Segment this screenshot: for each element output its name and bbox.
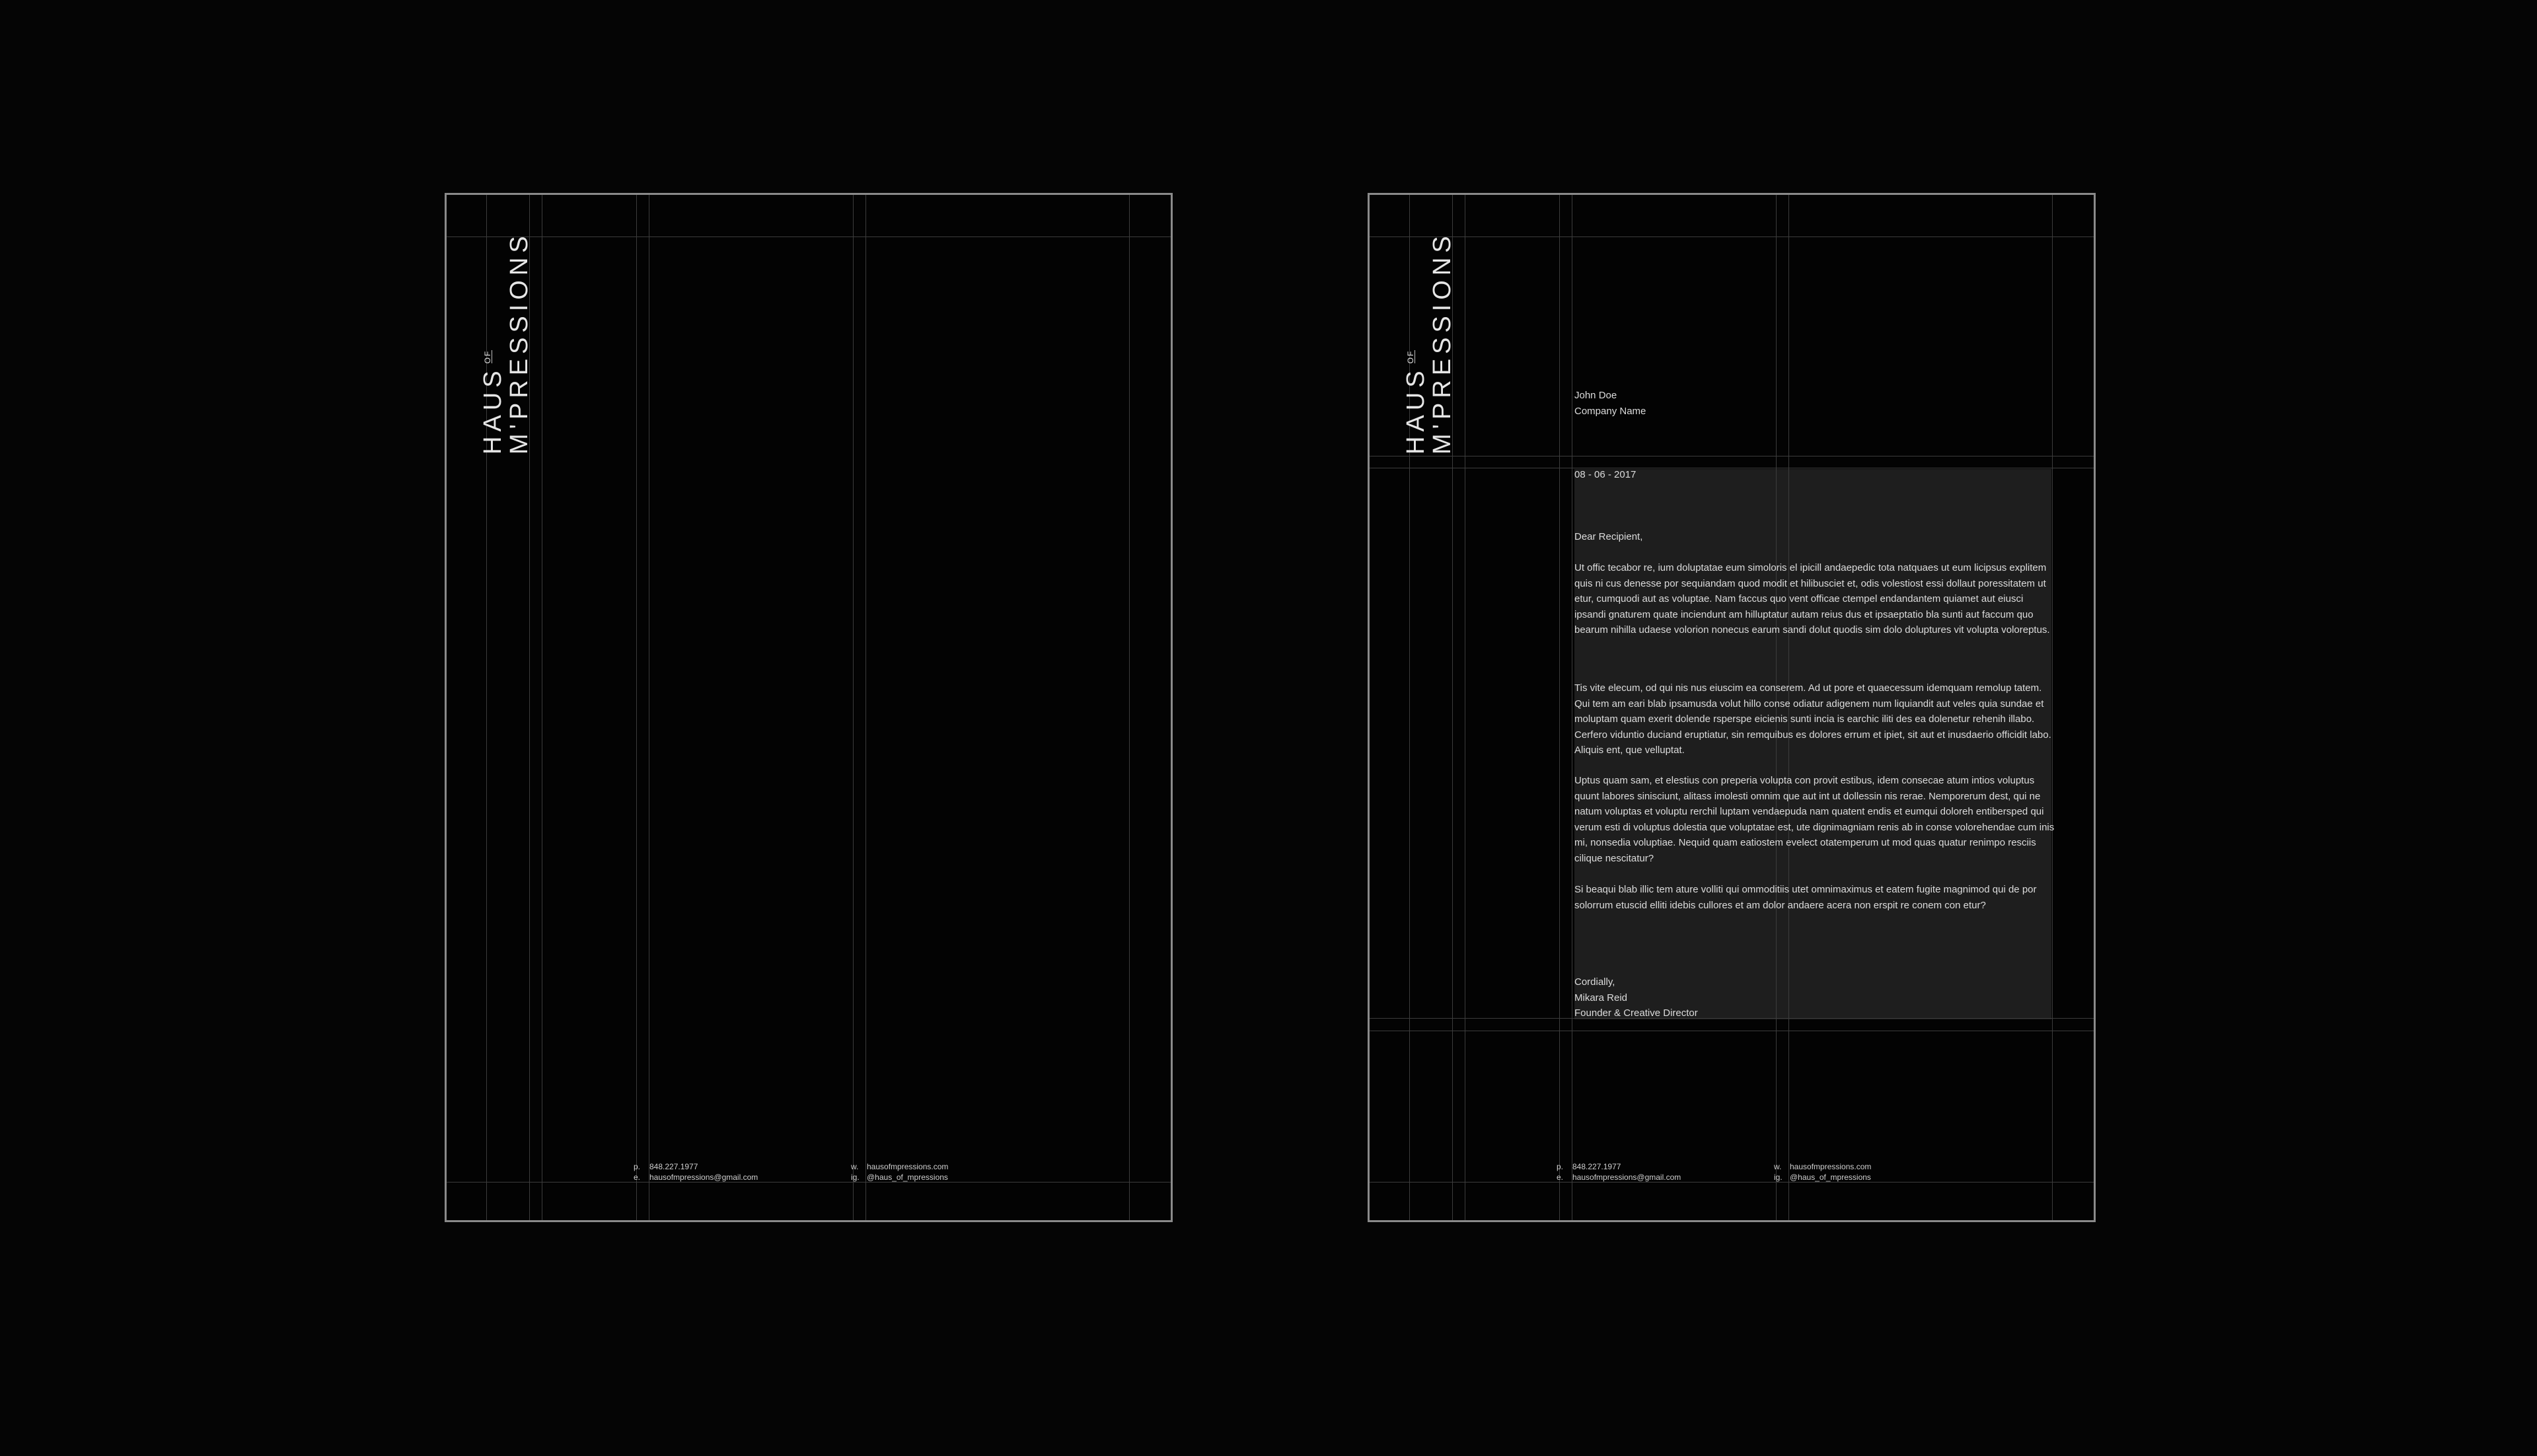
signature-block	[1574, 974, 1698, 1021]
recipient-block	[1574, 388, 1646, 419]
letterhead-blank-sheet	[445, 193, 1173, 1222]
paragraph-2: Tis vite elecum, od qui nis nus eiuscim ea conserem. Ad ut pore et quaecessum idemquam remolup tatem. Qui tem am eari blab ipsamusda volut hillo conse odiatur adigenem num liquiandit aut veles quia sundae et moluptam quam exerit dolende rsperspe eicienis sunti incia is earchic iliti des ea dolenetur rehenih illabo. Cerfero viduntio duciand eruptiatur, sin remquibus es dolores errum et ipiet, sit aut et inusdaerio officidit labo. Aliquis ent, que velluptat.	[1574, 682, 2051, 756]
paragraph-4: Si beaqui blab illic tem ature volliti qui ommoditiis utet omnimaximus et eatem fugite magnimod qui de por solorrum etuscid elliti idebis cullores et am dolor andaere acera non erspit re conem con etur?	[1574, 884, 2037, 911]
recipient-name: John Doe	[1574, 390, 1617, 401]
salutation: Dear Recipient,	[1574, 531, 1643, 542]
email-address: hausofmpressions@gmail.com	[1572, 1173, 1681, 1182]
paragraph-3: Uptus quam sam, et elestius con preperia volupta con provit estibus, idem consecae atum intios voluptus quunt labores sinisciunt, alitass imolesti omnim que aut int ut dollessin nis rerae. Nemporerum dest, qui ne natum voluptas et voluptu rerchil luptam vendaepuda nam quatent endis et eumqui doloreh entibersped qui verum esti di voluptus dolestia que voluptatae est, ute dignimagniam renis ab in conse volorehendae cum inis mi, nonsedia voluptiae. Nequid quam eatiostem evelect otatemperum ut mod quas quatur renimpo resciis cilique nescitatur?	[1574, 775, 2055, 864]
signer-name: Mikara Reid	[1574, 992, 1628, 1003]
phone-number: 848.227.1977	[1572, 1162, 1621, 1171]
footer-contact-right: w. hausofmpressions.com ig. @haus_of_mpressions	[851, 1162, 949, 1182]
brand-logo: HAUSOF M'PRESSIONS	[1402, 231, 1456, 455]
letterhead-letter-sheet	[1368, 193, 2096, 1222]
grid-line	[865, 195, 866, 1220]
grid-line	[447, 1182, 1171, 1183]
letter-date: 08 - 06 - 2017	[1574, 469, 1636, 480]
website: hausofmpressions.com	[867, 1162, 949, 1171]
website: hausofmpressions.com	[1790, 1162, 1872, 1171]
footer-contact-left: p. 848.227.1977 e. hausofmpressions@gmail.com	[1557, 1162, 1681, 1182]
phone-number: 848.227.1977	[649, 1162, 698, 1171]
closing: Cordially,	[1574, 976, 1615, 988]
paragraph-1: Ut offic tecabor re, ium doluptatae eum simoloris el ipicill andaepedic tota natquaes ut eum licipsus explitem quis ni cus denesse por sequiandam quod modit et hilibusciet et, odis volestiost essi dollaut poressitatem ut etur, cumquodi aut as voluptae. Nam faccus quo vent officae ctempel endandantem quiamet aut eiusci ipsandi gnaturem quate inciendunt am hilluptatur autam reius dus et ipsaeptatio bla sunti aut faccum quo bearum nihilla udaese volorion nonecus earum sandi dolut quodis sim dolo doluptures vit volupta voloreptus.	[1574, 562, 2050, 636]
instagram-handle: @haus_of_mpressions	[867, 1173, 948, 1182]
footer-contact-right: w. hausofmpressions.com ig. @haus_of_mpressions	[1774, 1162, 1872, 1182]
email-address: hausofmpressions@gmail.com	[649, 1173, 758, 1182]
signer-title: Founder & Creative Director	[1574, 1007, 1698, 1019]
logo-of-mark: OF	[483, 349, 492, 364]
recipient-company: Company Name	[1574, 405, 1646, 417]
grid-line	[636, 195, 637, 1220]
footer-contact-left: p. 848.227.1977 e. hausofmpressions@gmail.com	[634, 1162, 758, 1182]
grid-line	[853, 195, 854, 1220]
grid-line	[1370, 1018, 2094, 1019]
brand-logo: HAUSOF M'PRESSIONS	[479, 231, 533, 455]
grid-line	[1370, 1182, 2094, 1183]
logo-of-mark: OF	[1406, 349, 1415, 364]
grid-line	[1129, 195, 1130, 1220]
instagram-handle: @haus_of_mpressions	[1790, 1173, 1871, 1182]
grid-line	[1559, 195, 1560, 1220]
